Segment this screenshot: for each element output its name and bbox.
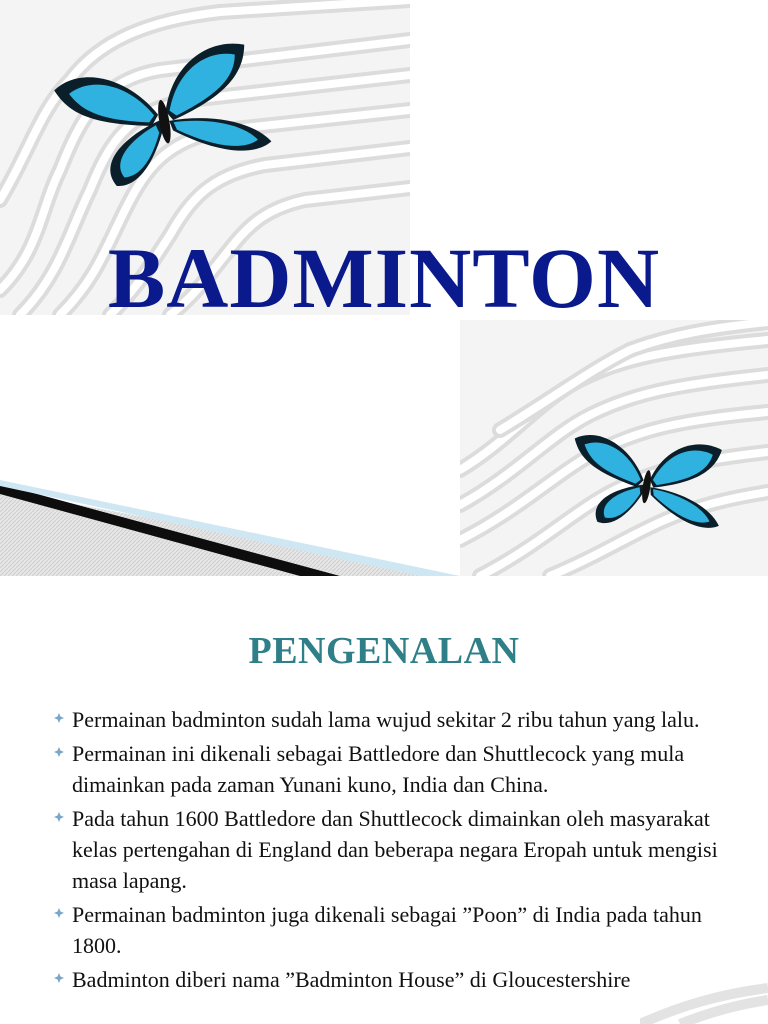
list-item [50,899,750,961]
bullet-text: Permainan badminton sudah lama wujud sekitar 2 ribu tahun yang lalu. [72,707,700,732]
intro-slide [0,576,768,1024]
list-item [50,738,750,800]
diamond-bullet-icon [54,908,64,918]
list-item [50,803,750,896]
bullet-text: Badminton diberi nama ”Badminton House” di Gloucestershire [72,967,631,992]
diamond-bullet-icon [54,812,64,822]
bullet-text: Permainan badminton juga dikenali sebagai ”Poon” di India pada tahun 1800. [72,902,702,958]
bullet-list [50,704,750,998]
butterfly-icon [562,422,732,545]
bullet-text: Permainan ini dikenali sebagai Battledore dan Shuttlecock yang mula dimainkan pada zaman Yunani kuno, India dan China. [72,741,685,797]
slide-title: BADMINTON [107,230,661,326]
diamond-bullet-icon [54,747,64,757]
list-item [50,704,750,735]
diagonal-stripe [0,480,460,576]
diamond-bullet-icon [54,973,64,983]
bullet-text: Pada tahun 1600 Battledore dan Shuttlecock dimainkan oleh masyarakat kelas pertengahan di England dan beberapa negara Eropah untuk mengisi masa lapang. [72,806,718,893]
butterfly-icon [50,42,275,192]
section-heading: PENGENALAN [248,630,520,672]
list-item [50,964,750,995]
diamond-bullet-icon [54,713,64,723]
